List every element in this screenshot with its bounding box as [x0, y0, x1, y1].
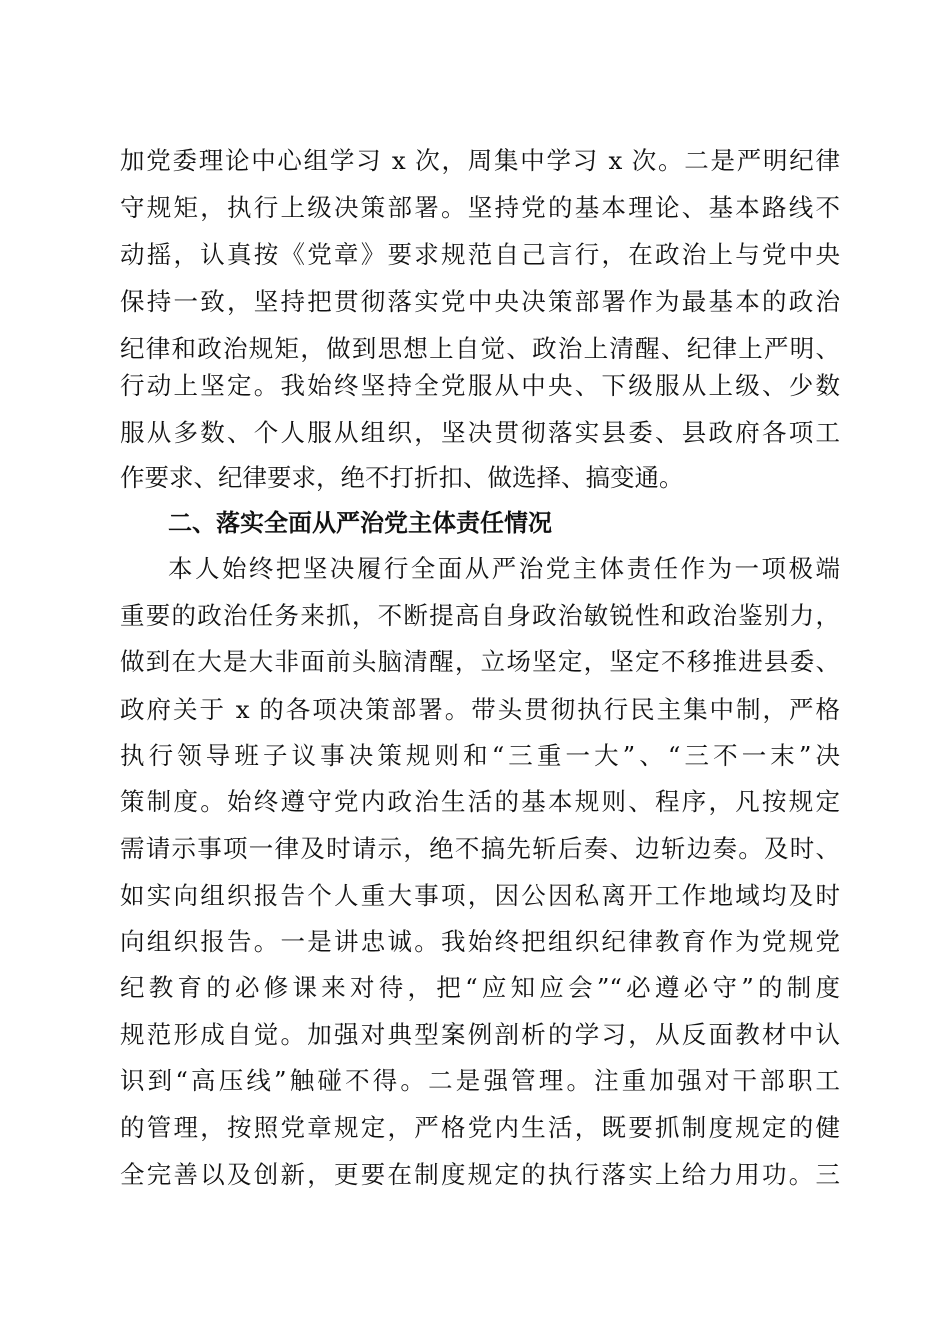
paragraph2-line: 向组织报告。一是讲忠诚。我始终把组织纪律教育作为党规党	[120, 927, 840, 956]
paragraph2-line: 做到在大是大非面前头脑清醒，立场坚定，坚定不移推进县委、	[120, 647, 840, 676]
paragraph1-line: 作要求、纪律要求，绝不打折扣、做选择、搞变通。	[120, 463, 684, 492]
paragraph2-line: 重要的政治任务来抓，不断提高自身政治敏锐性和政治鉴别力，	[120, 601, 840, 630]
paragraph1-line: 服从多数、个人服从组织，坚决贯彻落实县委、县政府各项工	[120, 418, 840, 447]
paragraph2-line: 需请示事项一律及时请示，绝不搞先斩后奏、边斩边奏。及时、	[120, 834, 840, 863]
paragraph2-line: 政府关于 x 的各项决策部署。带头贯彻执行民主集中制，严格	[120, 695, 840, 724]
paragraph2-line: 本人始终把坚决履行全面从严治党主体责任作为一项极端	[168, 554, 840, 583]
paragraph1-line: 行动上坚定。我始终坚持全党服从中央、下级服从上级、少数	[120, 371, 840, 400]
paragraph1-line: 守规矩，执行上级决策部署。坚持党的基本理论、基本路线不	[120, 193, 840, 222]
paragraph1-line: 保持一致，坚持把贯彻落实党中央决策部署作为最基本的政治	[120, 287, 840, 316]
paragraph2-line: 策制度。始终遵守党内政治生活的基本规则、程序，凡按规定	[120, 787, 840, 816]
paragraph1-line: 动摇，认真按《党章》要求规范自己言行，在政治上与党中央	[120, 240, 840, 269]
section-heading: 二、落实全面从严治党主体责任情况	[168, 509, 552, 537]
paragraph2-line: 全完善以及创新，更要在制度规定的执行落实上给力用功。三	[120, 1160, 840, 1189]
paragraph2-line: 识到“高压线”触碰不得。二是强管理。注重加强对干部职工	[120, 1066, 840, 1095]
paragraph2-line: 规范形成自觉。加强对典型案例剖析的学习，从反面教材中认	[120, 1020, 840, 1049]
paragraph2-line: 如实向组织报告个人重大事项，因公因私离开工作地域均及时	[120, 881, 840, 910]
paragraph2-line: 的管理，按照党章规定，严格党内生活，既要抓制度规定的健	[120, 1113, 840, 1142]
paragraph1-line: 加党委理论中心组学习 x 次，周集中学习 x 次。二是严明纪律	[120, 146, 840, 175]
paragraph2-line: 纪教育的必修课来对待，把“应知应会”“必遵必守”的制度	[120, 973, 840, 1002]
paragraph2-line: 执行领导班子议事决策规则和“三重一大”、“三不一末”决	[120, 741, 840, 770]
paragraph1-line: 纪律和政治规矩，做到思想上自觉、政治上清醒、纪律上严明、	[120, 334, 840, 363]
